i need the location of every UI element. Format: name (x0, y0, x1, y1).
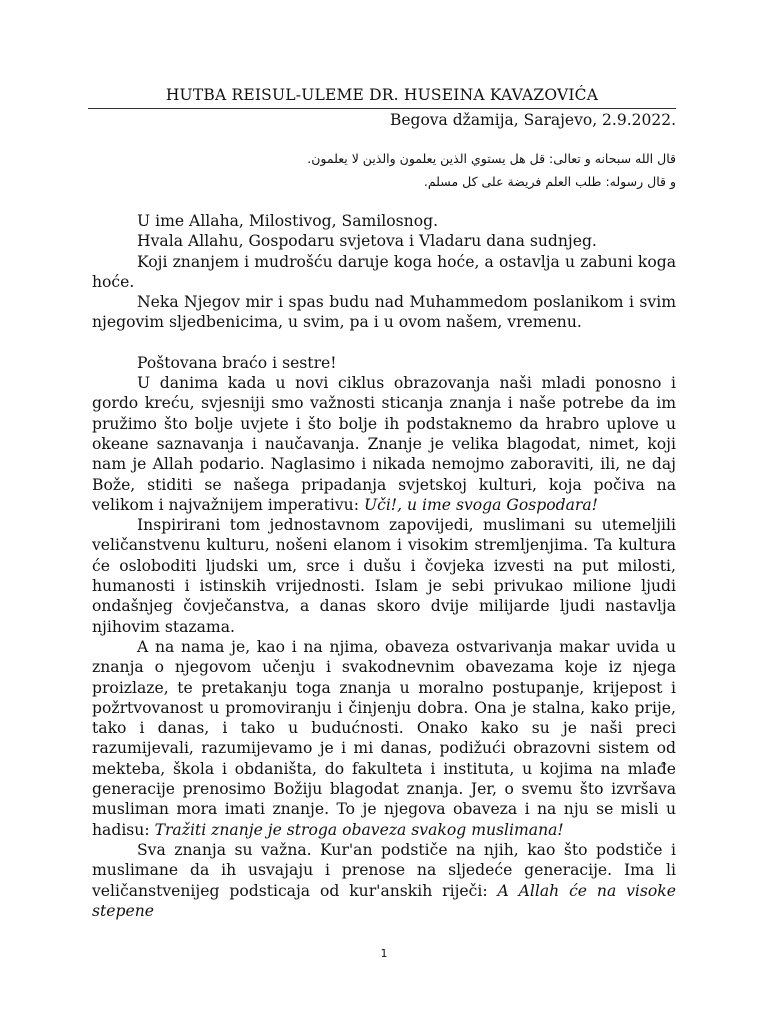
page-number: 1 (380, 947, 388, 960)
paragraph-blessing: Neka Njegov mir i spas budu nad Muhammedom poslanikom i svim njegovim sljedbenicima, u svim, pa i u ovom našem, vremenu. (92, 293, 676, 332)
document-title: HUTBA REISUL-ULEME DR. HUSEINA KAVAZOVIĆA (88, 86, 676, 109)
paragraph-invocation: U ime Allaha, Milostivog, Samilosnog. (137, 212, 439, 230)
arabic-quote-quran: قال الله سبحانه و تعالى: قل هل يستوي الذين يعلمون والذين لا يعلمون. (307, 151, 676, 166)
paragraph-wisdom: Koji znanjem i mudrošću daruje koga hoće, a ostavlja u zabuni koga hoće. (92, 252, 676, 291)
paragraph-text: A na nama je, kao i na njima, obaveza ostvarivanja makar uvida u znanja o njegovom učenju i svakodnevnim obavezama koje iz njega proizlaze, te pretakanju toga znanja u moralno postupanje, krijepost i požrtvovanost u promoviranju i činjenju dobra. Ona je stalna, kako prije, tako i danas, i tako u budućnosti. Onako kako su je naši preci razumijevali, razumijevamo je i mi danas, podižući obrazovni sistem od mekteba, škola i obdaništa, do fakulteta i instituta, u kojima na mlađe generacije prenosimo Božiju blagodat znanja. Jer, o svemu što izvršava musliman mora imati znanje. To je njegova obaveza i na nju se misli u hadisu: (92, 637, 676, 839)
paragraph-text: Sva znanja su važna. Kur'an podstiče na njih, kao što podstiče i muslimane da ih usvajaju i prenose na sljedeće generacije. Ima li veličanstvenijeg podsticaja od kur'anskih riječi: (92, 840, 676, 900)
quran-italic: A Allah će na visoke stepene (92, 881, 676, 920)
arabic-quote-hadith: و قال رسوله: طلب العلم فريضة على كل مسلم. (423, 174, 676, 189)
quote-italic: Uči!, u ime svoga Gospodara! (363, 495, 598, 514)
hadith-italic: Tražiti znanje je stroga obaveza svakog muslimana! (154, 820, 564, 839)
paragraph-culture: Inspirirani tom jednostavnom zapovijedi, muslimani su utemeljili veličanstvenu kulturu, nošeni elanom i visokim stremljenjima. Ta kultura će osloboditi ljudski um, srce i dušu i čovjeka izvesti na put milosti, humanosti i istinskih vrijednosti. Islam je sebi privukao milione ljudi ondašnjeg čovječanstva, a danas skoro dvije milijarde ljudi nastavlja njihovim stazama. (92, 516, 676, 636)
location-date: Begova džamija, Sarajevo, 2.9.2022. (389, 111, 676, 129)
paragraph-praise: Hvala Allahu, Gospodaru svjetova i Vladaru dana sudnjeg. (137, 232, 597, 251)
paragraph-knowledge (92, 840, 676, 921)
sermon-body (92, 211, 676, 921)
paragraph-obligation (92, 637, 676, 840)
paragraph-text: U danima kada u novi ciklus obrazovanja naši mladi ponosno i gordo kreću, svjesniji smo važnosti sticanja znanja i naše potrebe da im pružimo što bolje uvjete i što bolje ih podstaknemo da hrabro uplove u okeane saznavanja i naučavanja. Znanje je velika blagodat, nimet, koji nam je Allah podario. Naglasimo i nikada nemojmo zaboraviti, ili, ne daj Bože, stiditi se našega pripadanja svjetskoj kulturi, koja počiva na velikom i najvažnijem imperativu: (92, 374, 676, 514)
paragraph-greeting: Poštovana braćo i sestre! (137, 353, 337, 372)
paragraph-education (92, 373, 676, 515)
